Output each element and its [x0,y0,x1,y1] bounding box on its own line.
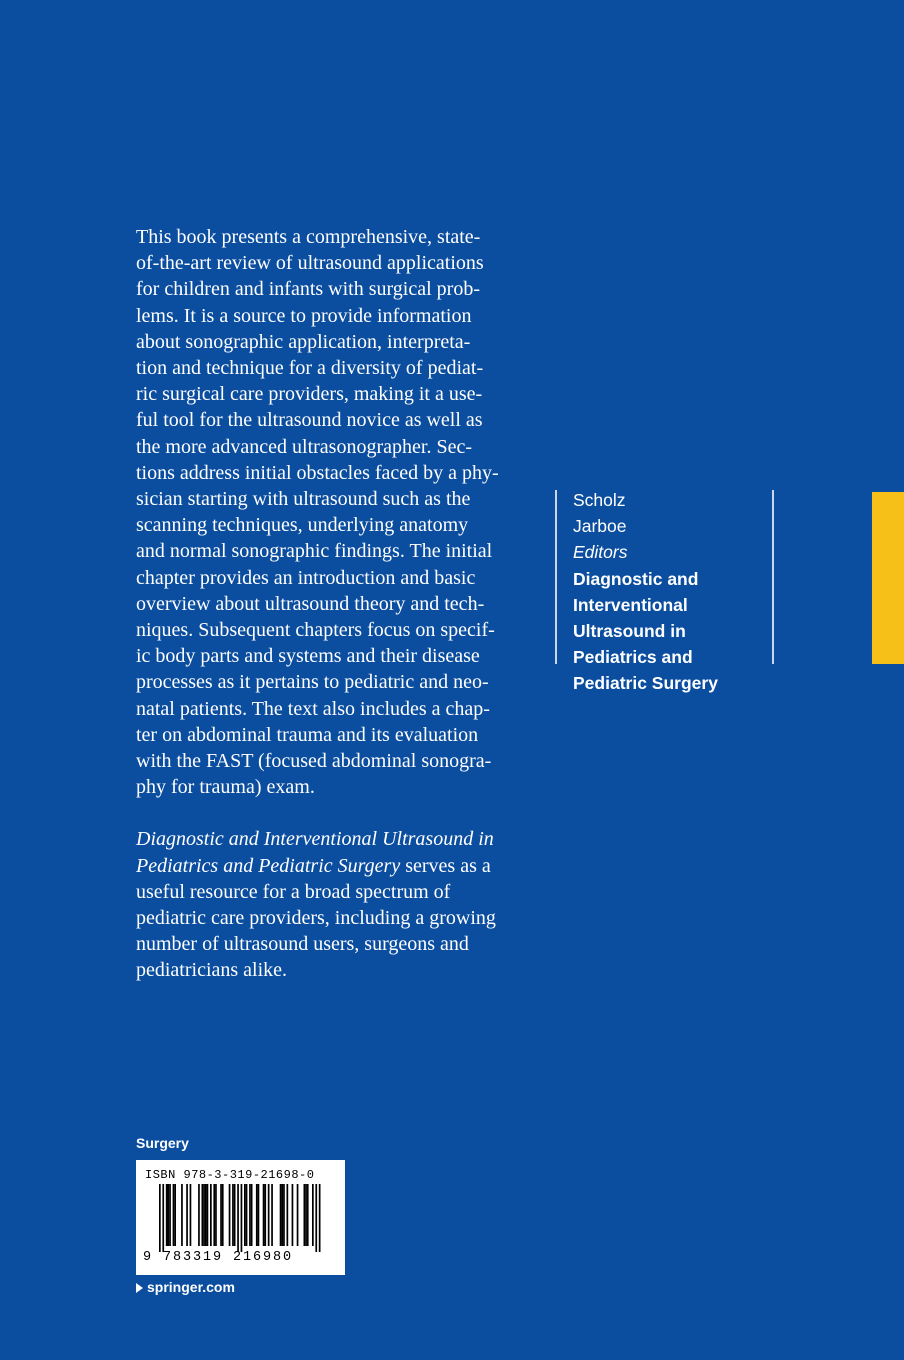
book-title-line: Pediatrics and [573,647,693,668]
blurb-line: ter on abdominal trauma and its evaluation [136,723,479,746]
blurb-line: ric surgical care providers, making it a use- [136,383,483,406]
blurb-line: niques. Subsequent chapters focus on specif- [136,619,495,642]
barcode-bar [281,1184,283,1246]
barcode-bar [232,1184,234,1246]
barcode-bar [210,1184,212,1246]
barcode-bar [166,1184,168,1246]
blurb-line: scanning techniques, underlying anatomy [136,514,469,537]
barcode-bar [215,1184,217,1246]
blurb-line: natal patients. The text also includes a chap- [136,697,490,720]
book-title-line: Diagnostic and [573,568,699,589]
barcode-bar [198,1184,200,1246]
blurb-line: pediatric care providers, including a growing [136,907,496,930]
blurb-line: chapter provides an introduction and basic [136,566,476,589]
color-tab [872,492,904,664]
barcode-bar [263,1184,265,1246]
book-description [136,224,536,984]
barcode-bar [251,1184,253,1246]
barcode-bar [241,1184,243,1252]
blurb-line: pediatricians alike. [136,959,288,982]
barcode-bar [304,1184,306,1246]
author-name: Scholz [573,490,626,510]
paragraph-spacer [136,800,536,826]
blurb-line: phy for trauma) exam. [136,776,315,799]
barcode-bar [181,1184,183,1246]
blurb-line: and normal sonographic findings. The initial [136,540,493,563]
blurb-line: for children and infants with surgical prob- [136,278,480,301]
barcode-bar [186,1184,188,1246]
barcode-bar [237,1184,239,1252]
blurb-line [136,826,536,852]
barcode-bar [280,1184,282,1246]
barcode-bar [190,1184,192,1246]
blurb-line: tions address initial obstacles faced by a phy- [136,461,499,484]
barcode-bar [246,1184,248,1246]
barcode-bar [312,1184,314,1246]
blurb-line: sician starting with ultrasound such as the [136,488,471,511]
blurb-line: of-the-art review of ultrasound applications [136,252,484,275]
spine-divider-right [772,490,774,664]
barcode-bar [202,1184,204,1246]
arrow-right-icon [136,1283,143,1293]
blurb-line: about sonographic application, interpreta- [136,330,471,353]
author-name: Jarboe [573,516,627,537]
barcode-bar [168,1184,170,1246]
barcode-bar [222,1184,224,1246]
blurb-line: lems. It is a source to provide information [136,304,472,327]
book-title-italic: Diagnostic and Interventional Ultrasound in [136,828,494,851]
barcode-bar [264,1184,266,1246]
blurb-line: tion and technique for a diversity of pediat- [136,357,484,380]
book-title-line: Ultrasound in [573,621,686,642]
blurb-line: with the FAST (focused abdominal sonogra- [136,750,492,773]
blurb-line: ic body parts and systems and their disease [136,645,480,668]
barcode-bar [207,1184,209,1246]
book-title-line: Interventional [573,594,688,615]
barcode-bars [145,1184,336,1252]
blurb-line: This book presents a comprehensive, state- [136,226,481,248]
publisher-website[interactable] [136,1279,235,1295]
barcode-bar [319,1184,321,1252]
barcode-bar [297,1184,299,1246]
barcode-bar [283,1184,285,1246]
blurb-line: the more advanced ultrasonographer. Sec- [136,435,472,458]
blurb-line [136,853,536,879]
barcode-bar [292,1184,294,1246]
website-text[interactable]: springer.com [147,1279,235,1295]
isbn-barcode [136,1160,345,1275]
book-title-italic: Pediatrics and Pediatric Surgery [136,854,401,877]
barcode-bar [205,1184,207,1246]
barcode-bar [271,1184,273,1246]
spine-info [573,487,768,697]
barcode-bar [234,1184,236,1246]
barcode-bar [220,1184,222,1246]
subject-category: Surgery [136,1135,189,1151]
barcode-bar [315,1184,317,1252]
barcode-bar [287,1184,289,1246]
barcode-bar [213,1184,215,1246]
barcode-bar [162,1184,164,1252]
blurb-text: serves as a [400,854,491,877]
barcode-bar [169,1184,171,1246]
editors-label: Editors [573,542,628,563]
blurb-line: useful resource for a broad spectrum of [136,880,451,903]
barcode-bar [173,1184,175,1246]
barcode-bar [229,1184,231,1246]
blurb-line: number of ultrasound users, surgeons and [136,933,469,956]
barcode-bar [268,1184,270,1246]
book-title-line: Pediatric Surgery [573,673,718,694]
barcode-bar [249,1184,251,1246]
barcode-bar [159,1184,161,1252]
barcode-bar [174,1184,176,1246]
description-paragraph-2 [136,826,536,983]
spine-divider-left [555,490,557,664]
description-paragraph-1 [136,224,536,800]
barcode-bar [258,1184,260,1246]
barcode-bar [256,1184,258,1246]
barcode-bar [307,1184,309,1246]
barcode-bar [305,1184,307,1246]
barcode-bar [244,1184,246,1246]
blurb-line: processes as it pertains to pediatric and neo- [136,671,489,694]
barcode-bar [203,1184,205,1246]
isbn-label: ISBN 978-3-319-21698-0 [145,1168,315,1182]
blurb-line: ful tool for the ultrasound novice as well as [136,409,483,432]
barcode-digits: 9 783319 216980 [143,1250,294,1265]
blurb-line: overview about ultrasound theory and tech- [136,592,485,615]
